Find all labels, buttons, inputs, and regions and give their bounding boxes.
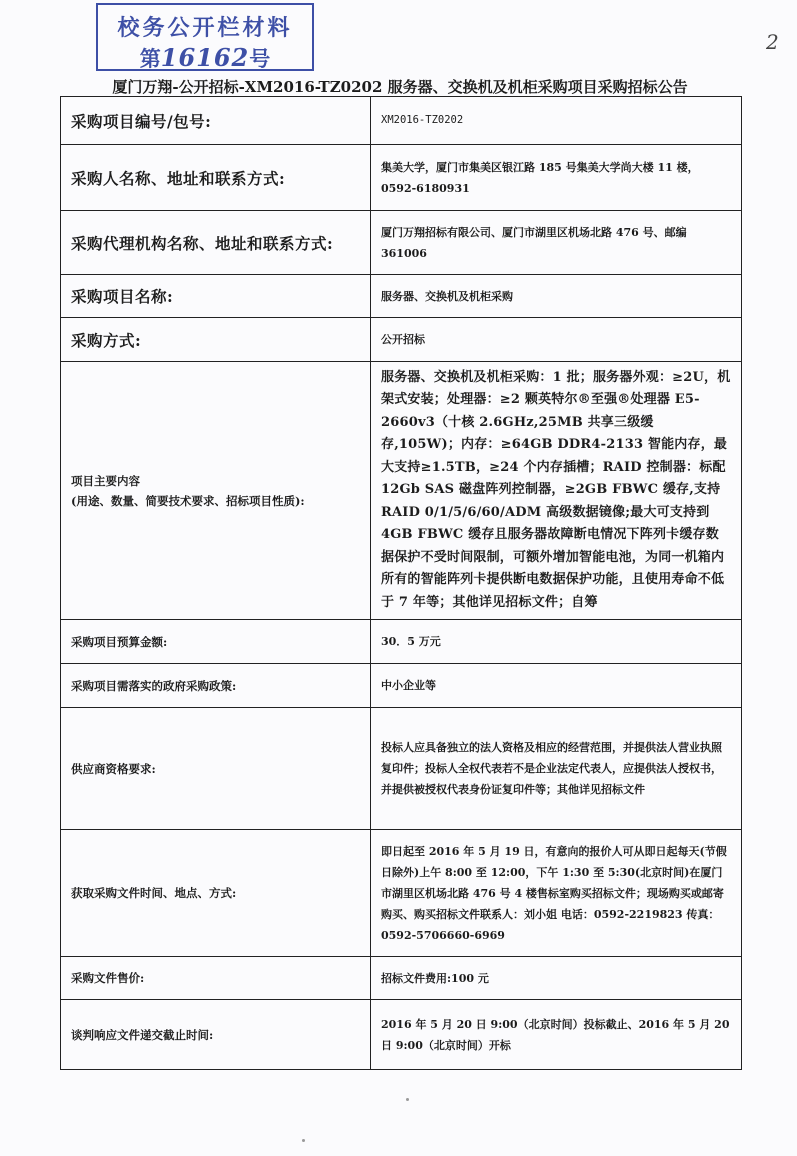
table-row [61,97,742,145]
row-label: 获取采购文件时间、地点、方式: [61,830,371,957]
page-number-mark: 2 [766,30,779,54]
row-value: 投标人应具备独立的法人资格及相应的经营范围，并提供法人营业执照复印件；投标人全权代表若不是企业法定代表人，应提供法人授权书，并提供被授权代表身份证复印件等；其他详见招标文件 [371,708,742,830]
row-label: 采购文件售价: [61,957,371,1000]
table-row [61,620,742,664]
table-row [61,957,742,1000]
table-row [61,211,742,275]
table-row [61,1000,742,1070]
row-value: 服务器、交换机及机柜采购：1 批；服务器外观：≥2U，机架式安装；处理器：≥2 颗英特尔®至强®处理器 E5-2660v3（十核 2.6GHz,25MB 共享三级缓存,105W)；内存：≥64GB DDR4-2133 智能内存，最大支持≥1.5TB，≥24 个内存插槽；RAID 控制器：标配 12Gb SAS 磁盘阵列控制器，≥2GB FBWC 缓存,支持 RAID 0/1/5/6/60/ADM 高级数据镜像;最大可支持到 4GB FBWC 缓存且服务器故障断电情况下阵列卡缓存数据保护不受时间限制，可额外增加智能电池，为同一机箱内所有的智能阵列卡提供断电数据保护功能，且使用寿命不低于 7 年等；其他详见招标文件；自筹 [371,362,742,620]
row-label: 采购代理机构名称、地址和联系方式: [61,211,371,275]
row-label: 供应商资格要求: [61,708,371,830]
stamp-number-value: 16162 [160,43,250,72]
table-row [61,362,742,620]
row-value: 即日起至 2016 年 5 月 19 日，有意向的报价人可从即日起每天(节假日除外)上午 8:00 至 12:00，下午 1:30 至 5:30(北京时间)在厦门市湖里区机场北路 476 号 4 楼售标室购买招标文件；现场购买或邮寄购买、购买招标文件联系人：刘小姐 电话：0592-2219823 传真：0592-5706660-6969 [371,830,742,957]
row-value: 30．5 万元 [371,620,742,664]
row-value: 2016 年 5 月 20 日 9:00（北京时间）投标截止、2016 年 5 月 20 日 9:00（北京时间）开标 [371,1000,742,1070]
row-label [61,362,371,620]
row-label-sub: (用途、数量、简要技术要求、招标项目性质): [71,493,305,508]
row-label: 采购项目名称: [61,275,371,318]
row-value: 公开招标 [371,318,742,362]
publication-stamp [96,3,314,71]
stamp-title: 校务公开栏材料 [117,16,293,41]
row-label-main: 项目主要内容 [71,473,140,488]
row-value: 服务器、交换机及机柜采购 [371,275,742,318]
table-row [61,145,742,211]
row-value: XM2016-TZ0202 [371,97,742,145]
row-value: 招标文件费用:100 元 [371,957,742,1000]
row-label: 采购项目预算金额: [61,620,371,664]
scan-speck [302,1139,305,1142]
row-value: 厦门万翔招标有限公司、厦门市湖里区机场北路 476 号、邮编 361006 [371,211,742,275]
row-label: 采购项目编号/包号: [61,97,371,145]
row-label: 谈判响应文件递交截止时间: [61,1000,371,1070]
row-label: 采购人名称、地址和联系方式: [61,145,371,211]
row-value: 集美大学，厦门市集美区银江路 185 号集美大学尚大楼 11 楼，0592-6180931 [371,145,742,211]
announcement-table [60,96,742,1070]
scan-speck [406,1098,409,1101]
document-title: 厦门万翔-公开招标-XM2016-TZ0202 服务器、交换机及机柜采购项目采购招标公告 [112,78,688,96]
stamp-number-prefix: 第 [139,47,161,71]
stamp-number [98,43,312,73]
table-row [61,830,742,957]
row-value: 中小企业等 [371,664,742,708]
table-row [61,318,742,362]
row-label: 采购项目需落实的政府采购政策: [61,664,371,708]
table-row [61,275,742,318]
table-row [61,708,742,830]
stamp-number-suffix: 号 [249,47,271,71]
table-row [61,664,742,708]
row-label: 采购方式: [61,318,371,362]
